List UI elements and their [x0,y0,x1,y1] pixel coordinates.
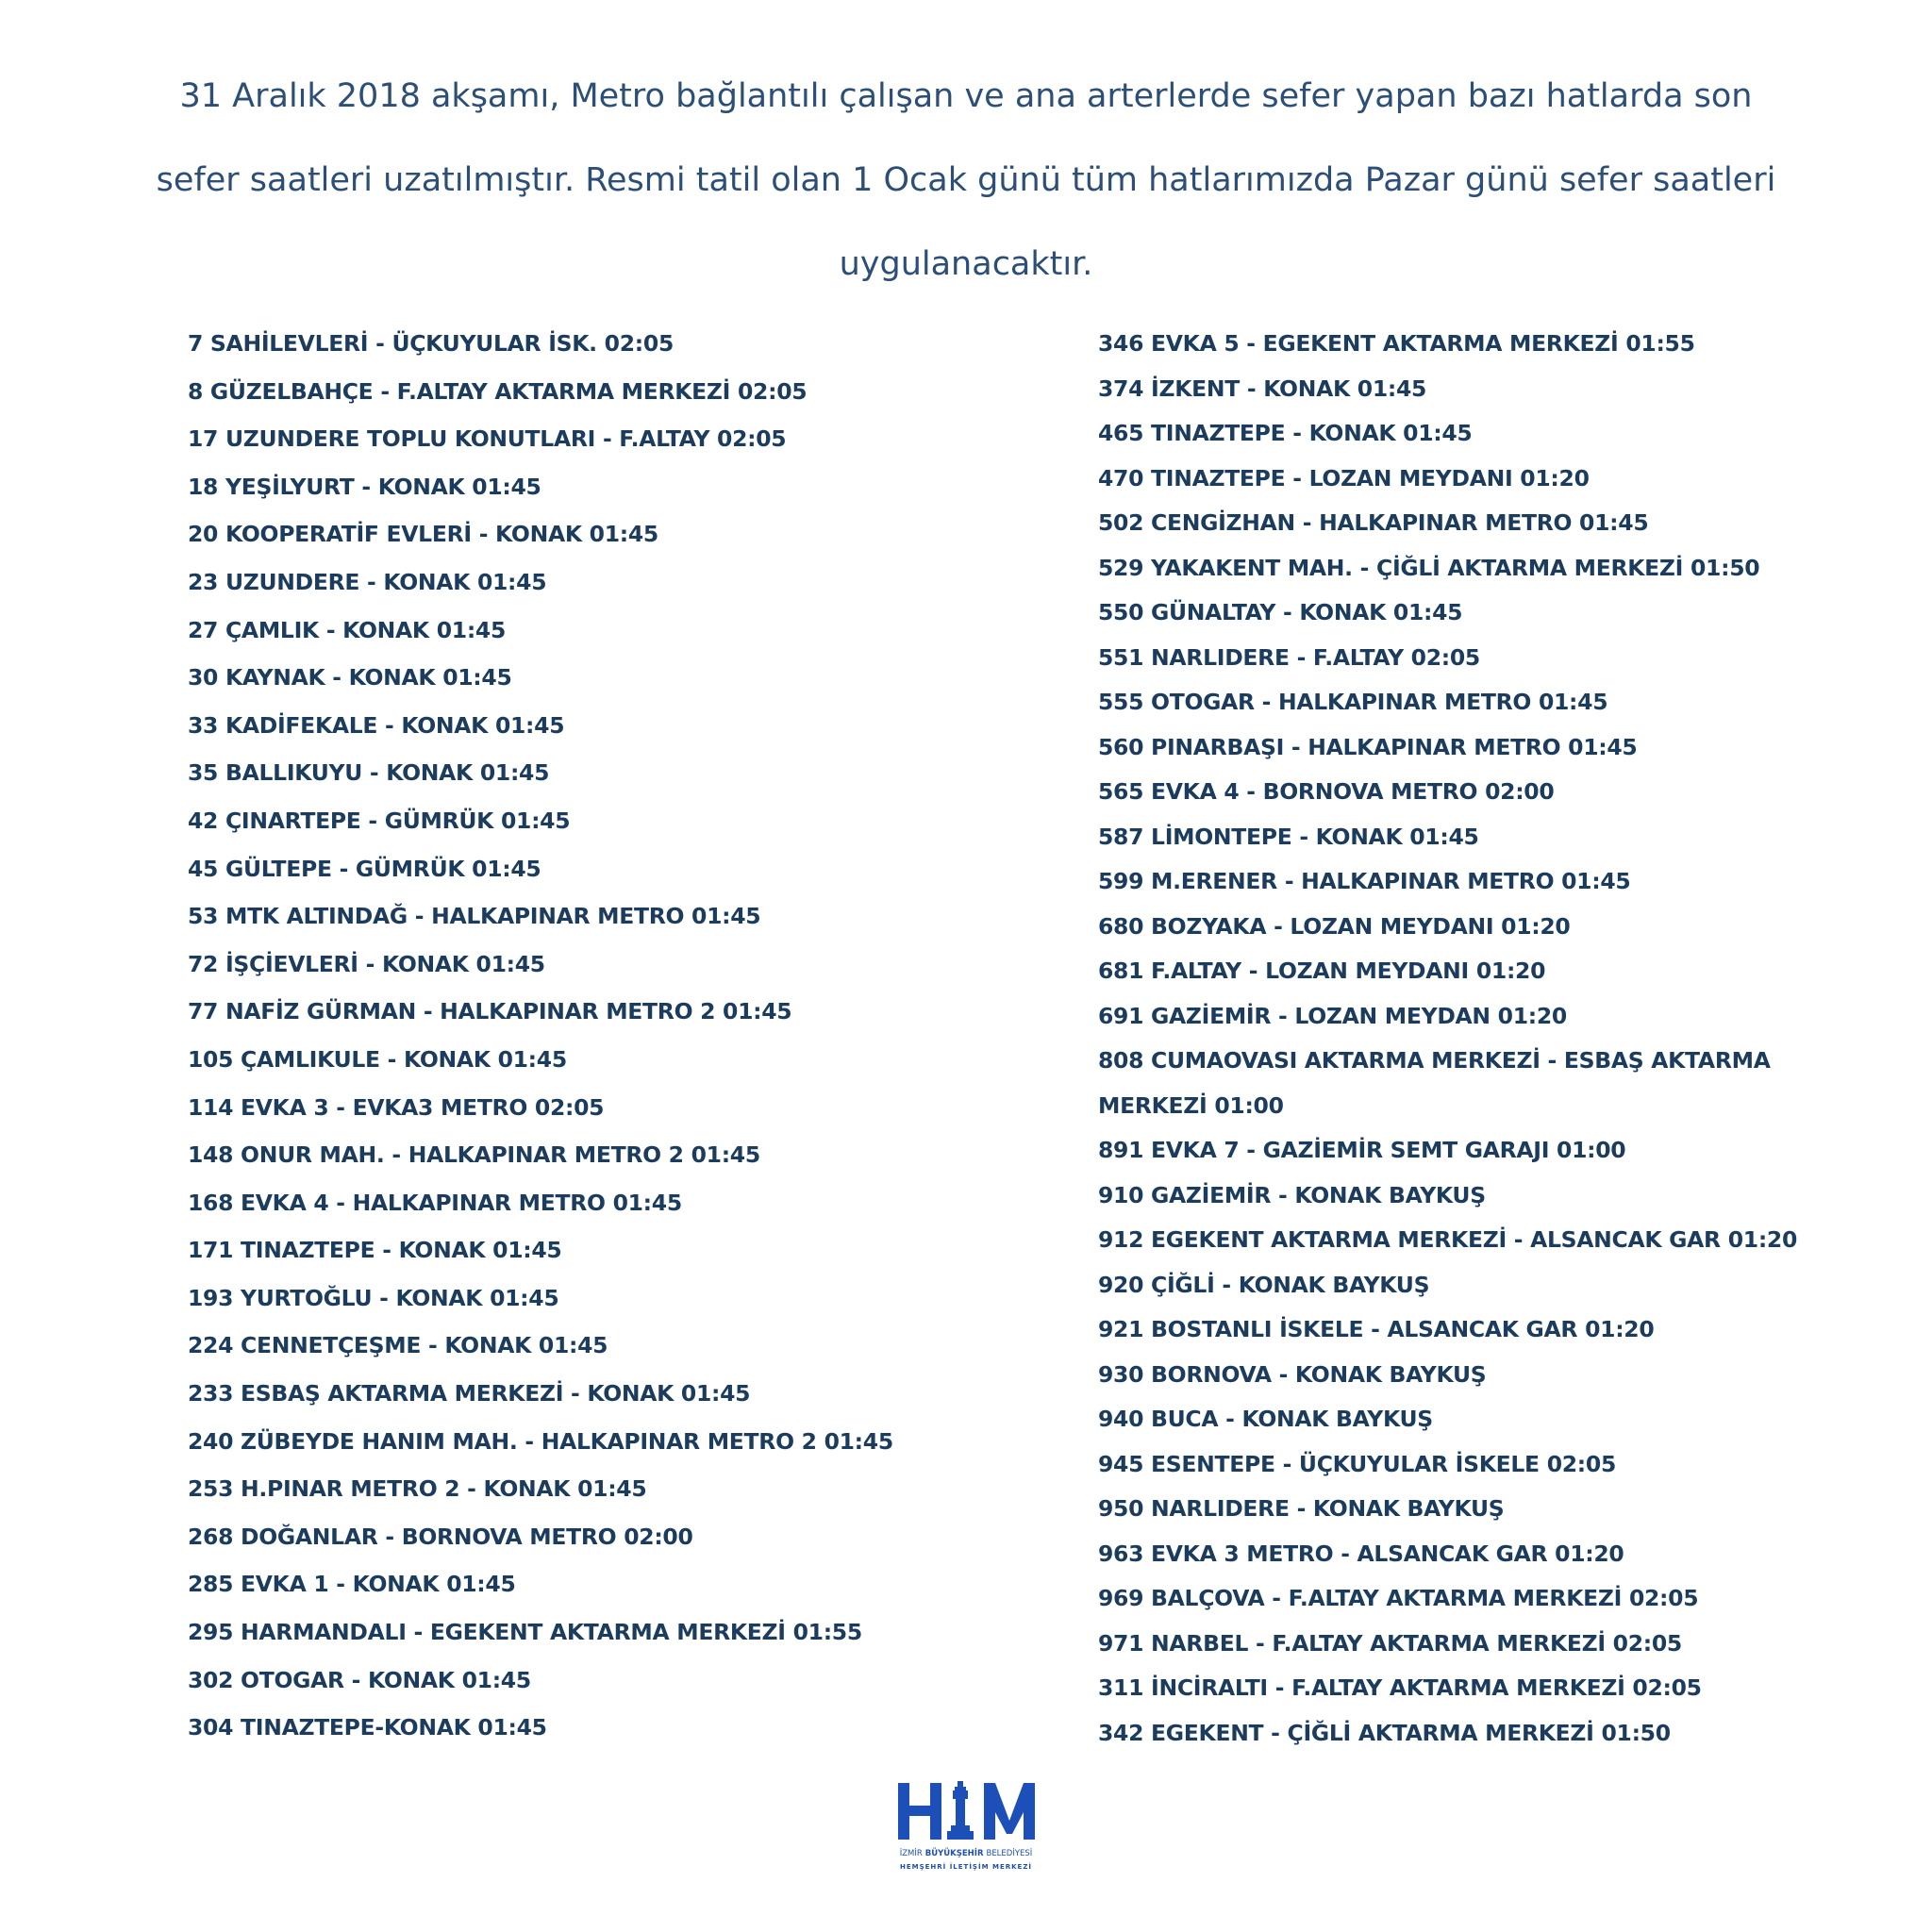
route-line: 72 İŞÇİEVLERİ - KONAK 01:45 [188,950,545,977]
route-line: 529 YAKAKENT MAH. - ÇİĞLİ AKTARMA MERKEZİ 01:50 [1098,554,1760,581]
route-line: 18 YEŞİLYURT - KONAK 01:45 [188,473,541,500]
route-line: 77 NAFİZ GÜRMAN - HALKAPINAR METRO 2 01:45 [188,998,792,1025]
route-line: 33 KADİFEKALE - KONAK 01:45 [188,711,565,739]
route-line: 465 TINAZTEPE - KONAK 01:45 [1098,420,1473,446]
route-line: 224 CENNETÇEŞME - KONAK 01:45 [188,1332,608,1359]
left-route-list [188,326,905,1758]
route-line: 285 EVKA 1 - KONAK 01:45 [188,1571,516,1598]
route-line: 680 BOZYAKA - LOZAN MEYDANI 01:20 [1098,912,1571,940]
route-line: 240 ZÜBEYDE HANIM MAH. - HALKAPINAR METRO 2 01:45 [188,1427,893,1455]
route-line: 910 GAZİEMİR - KONAK BAYKUŞ [1098,1181,1486,1208]
route-line: 114 EVKA 3 - EVKA3 METRO 02:05 [188,1093,605,1121]
route-line: 470 TINAZTEPE - LOZAN MEYDANI 01:20 [1098,464,1590,491]
route-line: 53 MTK ALTINDAĞ - HALKAPINAR METRO 01:45 [188,903,761,930]
route-line: 42 ÇINARTEPE - GÜMRÜK 01:45 [188,807,571,834]
route-line: 30 KAYNAK - KONAK 01:45 [188,664,512,691]
route-line: 963 EVKA 3 METRO - ALSANCAK GAR 01:20 [1098,1540,1624,1567]
right-route-list [1098,322,1815,1756]
route-line: 374 İZKENT - KONAK 01:45 [1098,375,1427,402]
route-line: 27 ÇAMLIK - KONAK 01:45 [188,616,507,643]
intro-paragraph: 31 Aralık 2018 akşamı, Metro bağlantılı çalışan ve ana arterlerde sefer yapan bazı hatlarda son sefer saatleri uzatılmıştır. Resmi tatil olan 1 Ocak günü tüm hatlarımızda Pazar günü sefer saatleri uygulanacaktır. [156,77,1776,283]
route-line: 168 EVKA 4 - HALKAPINAR METRO 01:45 [188,1189,682,1216]
route-line: 233 ESBAŞ AKTARMA MERKEZİ - KONAK 01:45 [188,1380,751,1407]
logo-line1-a: İZMİR [899,1849,923,1858]
logo-line2: HEMŞEHRİ İLETİŞİM MERKEZİ [899,1863,1033,1871]
route-line: 599 M.ERENER - HALKAPINAR METRO 01:45 [1098,868,1631,894]
route-line: 193 YURTOĞLU - KONAK 01:45 [188,1284,559,1311]
route-line: 311 İNCİRALTI - F.ALTAY AKTARMA MERKEZİ 02:05 [1098,1674,1702,1701]
route-line: 560 PINARBAŞI - HALKAPINAR METRO 01:45 [1098,733,1638,760]
route-line: 808 CUMAOVASI AKTARMA MERKEZİ - ESBAŞ AKTARMA MERKEZİ 01:00 [1098,1047,1771,1119]
route-line: 945 ESENTEPE - ÜÇKUYULAR İSKELE 02:05 [1098,1450,1616,1477]
route-line: 45 GÜLTEPE - GÜMRÜK 01:45 [188,855,541,882]
route-line: 20 KOOPERATİF EVLERİ - KONAK 01:45 [188,521,658,548]
route-line: 148 ONUR MAH. - HALKAPINAR METRO 2 01:45 [188,1141,760,1169]
route-line: 302 OTOGAR - KONAK 01:45 [188,1666,531,1693]
route-line: 502 CENGİZHAN - HALKAPINAR METRO 01:45 [1098,509,1649,536]
logo-line1-c: BELEDİYESİ [986,1849,1033,1858]
route-line: 253 H.PINAR METRO 2 - KONAK 01:45 [188,1475,647,1503]
route-line: 940 BUCA - KONAK BAYKUŞ [1098,1406,1433,1432]
route-line: 17 UZUNDERE TOPLU KONUTLARI - F.ALTAY 02:05 [188,425,787,453]
route-line: 295 HARMANDALI - EGEKENT AKTARMA MERKEZİ 01:55 [188,1619,862,1646]
route-line: 105 ÇAMLIKULE - KONAK 01:45 [188,1045,567,1073]
route-line: 171 TINAZTEPE - KONAK 01:45 [188,1237,562,1264]
route-line: 304 TINAZTEPE-KONAK 01:45 [188,1714,547,1741]
route-line: 8 GÜZELBAHÇE - F.ALTAY AKTARMA MERKEZİ 02:05 [188,377,808,405]
route-line: 971 NARBEL - F.ALTAY AKTARMA MERKEZİ 02:05 [1098,1629,1682,1657]
route-line: 681 F.ALTAY - LOZAN MEYDANI 01:20 [1098,958,1546,984]
him-logo [895,1779,1037,1883]
route-line: 921 BOSTANLI İSKELE - ALSANCAK GAR 01:20 [1098,1316,1655,1342]
route-line: 7 SAHİLEVLERİ - ÜÇKUYULAR İSK. 02:05 [188,330,674,357]
route-line: 23 UZUNDERE - KONAK 01:45 [188,568,547,595]
route-line: 587 LİMONTEPE - KONAK 01:45 [1098,823,1479,850]
route-line: 555 OTOGAR - HALKAPINAR METRO 01:45 [1098,689,1608,715]
route-line: 930 BORNOVA - KONAK BAYKUŞ [1098,1360,1487,1388]
route-line: 912 EGEKENT AKTARMA MERKEZİ - ALSANCAK GAR 01:20 [1098,1226,1798,1253]
route-line: 346 EVKA 5 - EGEKENT AKTARMA MERKEZİ 01:55 [1098,330,1695,357]
route-line: 550 GÜNALTAY - KONAK 01:45 [1098,599,1463,625]
svg-text:İZMİR BÜYÜKŞEHİR BELED [900,1848,1033,1858]
route-line: 950 NARLIDERE - KONAK BAYKUŞ [1098,1495,1505,1522]
route-line: 342 EGEKENT - ÇİĞLİ AKTARMA MERKEZİ 01:50 [1098,1719,1671,1746]
route-line: 551 NARLIDERE - F.ALTAY 02:05 [1098,643,1480,671]
route-line: 565 EVKA 4 - BORNOVA METRO 02:00 [1098,778,1555,805]
route-line: 691 GAZİEMİR - LOZAN MEYDAN 01:20 [1098,1002,1567,1029]
route-line: 268 DOĞANLAR - BORNOVA METRO 02:00 [188,1523,693,1550]
route-line: 891 EVKA 7 - GAZİEMİR SEMT GARAJI 01:00 [1098,1137,1626,1163]
route-line: 35 BALLIKUYU - KONAK 01:45 [188,759,550,787]
route-line: 969 BALÇOVA - F.ALTAY AKTARMA MERKEZİ 02:05 [1098,1585,1699,1611]
logo-line1-b: BÜYÜKŞEHİR [924,1849,984,1858]
route-line: 920 ÇİĞLİ - KONAK BAYKUŞ [1098,1271,1430,1298]
